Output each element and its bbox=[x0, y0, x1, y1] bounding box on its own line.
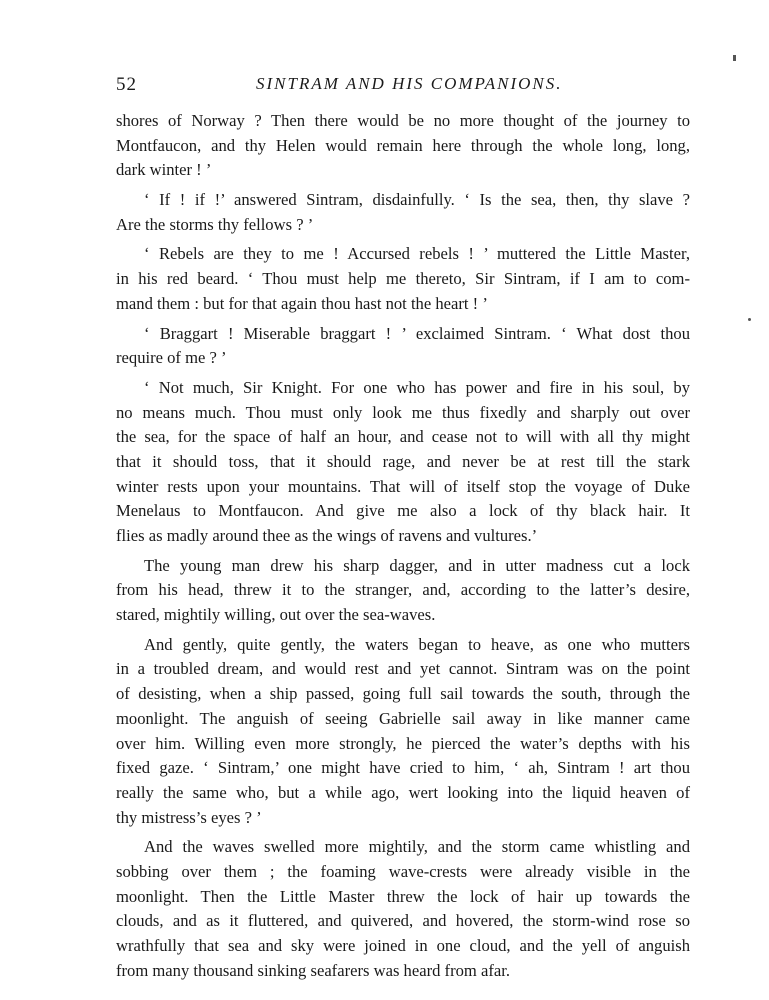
text-line: require of me ? ’ bbox=[116, 348, 227, 368]
text-line: stared, mightily willing, out over the sea-waves. bbox=[116, 605, 436, 625]
text-line: fixed gaze. ‘ Sintram,’ one might have cried to him, ‘ ah, Sintram ! art thou bbox=[116, 758, 690, 778]
paragraph bbox=[116, 554, 690, 628]
text-line: really the same who, but a while ago, wert looking into the liquid heaven of bbox=[116, 782, 690, 802]
text-line: in a troubled dream, and would rest and yet cannot. Sintram was on the point bbox=[116, 659, 690, 679]
text-line: Are the storms thy fellows ? ’ bbox=[116, 214, 314, 234]
ink-speck bbox=[733, 55, 736, 61]
text-line: flies as madly around thee as the wings of ravens and vultures.’ bbox=[116, 526, 538, 545]
text-line: mand them : but for that again thou hast not the heart ! ’ bbox=[116, 293, 488, 313]
text-line: from many thousand sinking seafarers was heard from afar. bbox=[116, 960, 510, 980]
text-line: from his head, threw it to the stranger, and, according to the latter’s desire, bbox=[116, 580, 690, 600]
text-line: no means much. Thou must only look me thus fixedly and sharply out over bbox=[116, 402, 690, 422]
body-text bbox=[116, 109, 690, 983]
text-line: winter rests upon your mountains. That will of itself stop the voyage of Duke bbox=[116, 476, 690, 496]
paragraph bbox=[116, 633, 690, 831]
text-line: sobbing over them ; the foaming wave-crests were already visible in the bbox=[116, 861, 690, 881]
page-header bbox=[116, 74, 690, 100]
page-number: 52 bbox=[116, 74, 137, 95]
text-line: in his red beard. ‘ Thou must help me thereto, Sir Sintram, if I am to com- bbox=[116, 269, 690, 289]
text-line: over him. Willing even more strongly, he pierced the water’s depths with his bbox=[116, 733, 690, 753]
text-line: the sea, for the space of half an hour, and cease not to will with all thy might bbox=[116, 427, 690, 447]
text-line: dark winter ! ’ bbox=[116, 160, 212, 180]
text-line: ‘ If ! if !’ answered Sintram, disdainfully. ‘ Is the sea, then, thy slave ? bbox=[144, 190, 690, 210]
text-line: moonlight. Then the Little Master threw the lock of hair up towards the bbox=[116, 886, 690, 906]
paragraph bbox=[116, 835, 690, 983]
text-line: of desisting, when a ship passed, going full sail towards the south, through the bbox=[116, 684, 690, 704]
text-line: ‘ Rebels are they to me ! Accursed rebels ! ’ muttered the Little Master, bbox=[144, 244, 690, 264]
text-line: clouds, and as it fluttered, and quivered, and hovered, the storm-wind rose so bbox=[116, 911, 690, 931]
text-line: And the waves swelled more mightily, and the storm came whistling and bbox=[144, 837, 690, 857]
ink-speck bbox=[748, 318, 751, 321]
text-line: And gently, quite gently, the waters began to heave, as one who mutters bbox=[144, 634, 690, 654]
paragraph bbox=[116, 109, 690, 183]
text-line: wrathfully that sea and sky were joined in one cloud, and the yell of anguish bbox=[116, 936, 690, 955]
text-line: moonlight. The anguish of seeing Gabrielle sail away in like manner came bbox=[116, 708, 690, 728]
text-line: shores of Norway ? Then there would be no more thought of the journey to bbox=[116, 111, 690, 130]
text-line: The young man drew his sharp dagger, and in utter madness cut a lock bbox=[144, 555, 690, 575]
paragraph bbox=[116, 322, 690, 371]
text-line: thy mistress’s eyes ? ’ bbox=[116, 807, 262, 827]
running-title: SINTRAM AND HIS COMPANIONS. bbox=[256, 74, 563, 93]
text-line: Menelaus to Montfaucon. And give me also a lock of thy black hair. It bbox=[116, 501, 690, 521]
paragraph bbox=[116, 188, 690, 237]
paragraph bbox=[116, 376, 690, 549]
paragraph bbox=[116, 242, 690, 316]
text-line: Montfaucon, and thy Helen would remain here through the whole long, long, bbox=[116, 135, 690, 155]
text-line: that it should toss, that it should rage, and never be at rest till the stark bbox=[116, 451, 690, 471]
text-line: ‘ Not much, Sir Knight. For one who has power and fire in his soul, by bbox=[144, 377, 690, 397]
text-line: ‘ Braggart ! Miserable braggart ! ’ exclaimed Sintram. ‘ What dost thou bbox=[144, 323, 690, 343]
